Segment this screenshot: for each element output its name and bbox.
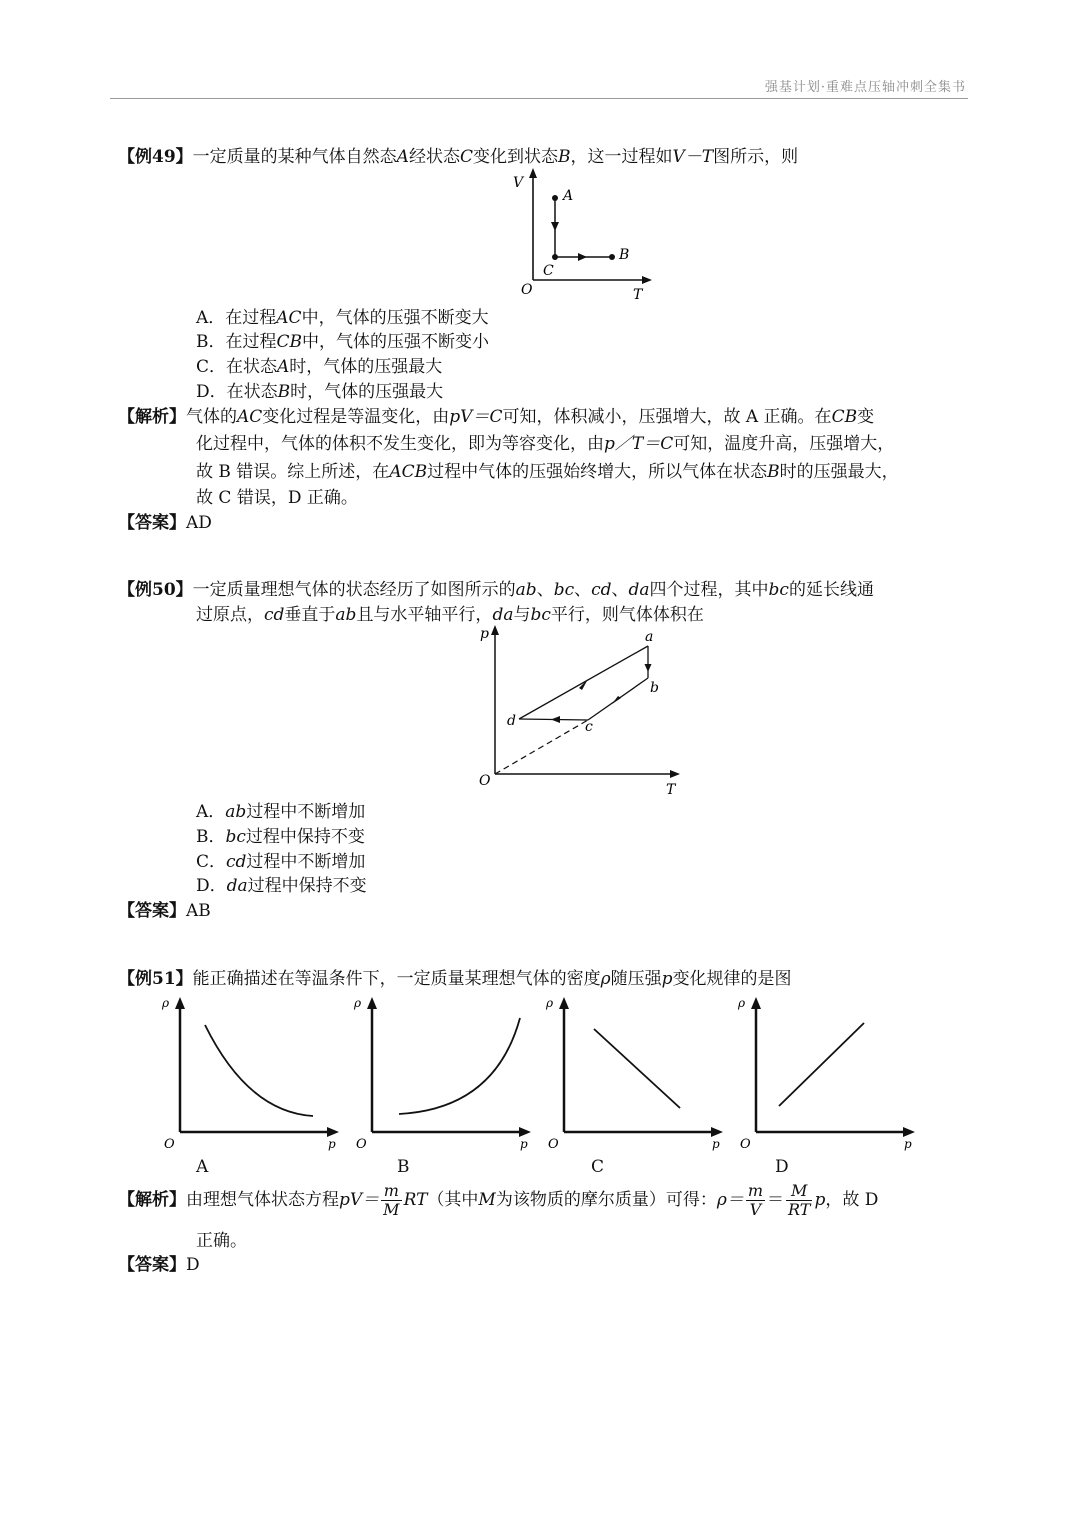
ex51-curve-a — [205, 1025, 313, 1116]
ex49-analysis-line2: 化过程中，气体的体积不发生变化，即为等容变化，由p／T＝C可知，温度升高，压强增大， — [196, 434, 895, 454]
ex50-pt-diagram — [470, 620, 685, 800]
ex50-label-o: O — [479, 773, 491, 789]
ex50-label-t: T — [666, 782, 676, 798]
ex50-label-c: c — [585, 719, 593, 735]
ex51-graph-c — [542, 995, 727, 1155]
ex49-label-t: T — [633, 287, 643, 303]
ex50-cd-arrow — [551, 716, 560, 723]
ex49-label-o: O — [521, 282, 533, 298]
ex51-line-c — [594, 1029, 680, 1108]
frac-m-over-V: $\frac{m}{V}$ — [747, 1181, 763, 1219]
ex49-analysis-line3: 故 B 错误。综上所述，在ACB过程中气体的压强始终增大，所以气体在状态B时的压强最大， — [196, 462, 899, 482]
ex49-tag: 【例49】 — [118, 147, 193, 167]
ex51-c-label-p: p — [712, 1137, 720, 1151]
ex49-option-d: D．在状态B时，气体的压强最大 — [196, 382, 444, 402]
ex51-b-label-rho: ρ — [354, 996, 362, 1010]
ex49-label-b: B — [619, 247, 630, 263]
ex50-ab-arrow — [645, 664, 652, 672]
ex51-a-label-rho: ρ — [162, 996, 170, 1010]
ex51-caption-d: D — [775, 1157, 789, 1177]
ex51-graph-d — [734, 995, 919, 1155]
ex49-point-c — [552, 254, 558, 260]
ex50-bc-arrow — [612, 696, 621, 704]
ex49-label-c: C — [543, 263, 554, 279]
ex49-cb-arrow — [578, 253, 587, 261]
ex51-analysis-line1: 【解析】由理想气体状态方程pV＝ $\frac{m}{M}$ RT（其中M为该物质的摩尔质量）可得：ρ＝ $\frac{m}{V}$ ＝ $\frac{M}{RT}$ p，故 D — [118, 1181, 879, 1219]
ex50-option-a: A．ab过程中不断增加 — [196, 802, 366, 822]
ex50-label-d: d — [507, 713, 516, 729]
ex51-c-label-o: O — [548, 1137, 559, 1152]
ex51-d-label-o: O — [740, 1137, 751, 1152]
ex51-analysis-line2: 正确。 — [196, 1231, 247, 1251]
frac-m-over-M: $\frac{m}{M}$ — [383, 1181, 400, 1219]
ex51-curve-b — [399, 1018, 520, 1114]
page-header — [110, 70, 968, 99]
ex50-label-b: b — [650, 680, 659, 696]
ex51-b-label-o: O — [356, 1137, 367, 1152]
ex49-option-c: C．在状态A时，气体的压强最大 — [196, 357, 443, 377]
ex51-d-label-rho: ρ — [738, 996, 746, 1010]
ex49-point-a — [552, 195, 558, 201]
ex51-graph-b — [350, 995, 535, 1155]
ex49-vt-diagram — [505, 165, 660, 305]
ex49-question: 【例49】一定质量的某种气体自然态A经状态C变化到状态B，这一过程如V－T图所示，则 — [118, 147, 799, 167]
ex51-a-label-o: O — [164, 1137, 175, 1152]
ex49-option-b: B．在过程CB中，气体的压强不断变小 — [196, 332, 489, 352]
ex51-graph-a — [158, 995, 343, 1155]
frac-M-over-RT: $\frac{M}{RT}$ — [788, 1181, 811, 1219]
header-title: 强基计划·重难点压轴冲刺全集书 — [764, 80, 966, 95]
ex49-answer: 【答案】AD — [118, 513, 212, 533]
ex51-answer: 【答案】D — [118, 1255, 200, 1275]
ex51-a-label-p: p — [328, 1137, 336, 1151]
ex50-da-line — [519, 646, 648, 719]
ex51-c-label-rho: ρ — [546, 996, 554, 1010]
ex50-option-c: C．cd过程中不断增加 — [196, 852, 366, 872]
ex49-option-a: A．在过程AC中，气体的压强不断变大 — [196, 308, 489, 328]
ex51-b-label-p: p — [520, 1137, 528, 1151]
ex51-d-label-p: p — [904, 1137, 912, 1151]
ex50-label-a: a — [645, 629, 654, 645]
ex49-point-b — [609, 254, 615, 260]
ex50-label-p: p — [480, 626, 489, 642]
ex49-ac-arrow — [551, 222, 559, 231]
ex49-label-a: A — [563, 188, 574, 204]
ex50-question-line2: 过原点，cd垂直于ab且与水平轴平行，da与bc平行，则气体体积在 — [196, 605, 704, 625]
ex49-analysis-line1: 【解析】气体的AC变化过程是等温变化，由pV＝C可知，体积减小，压强增大，故 A 正确。在CB变 — [118, 407, 875, 427]
ex51-caption-a: A — [196, 1157, 209, 1177]
ex51-caption-c: C — [591, 1157, 605, 1177]
ex51-question: 【例51】能正确描述在等温条件下，一定质量某理想气体的密度ρ随压强p变化规律的是图 — [118, 969, 792, 989]
ex51-line-d — [779, 1023, 864, 1106]
ex51-caption-b: B — [397, 1157, 410, 1177]
ex50-option-d: D．da过程中保持不变 — [196, 876, 367, 896]
ex49-analysis-line4: 故 C 错误，D 正确。 — [196, 488, 358, 508]
ex50-option-b: B．bc过程中保持不变 — [196, 827, 365, 847]
ex50-answer: 【答案】AB — [118, 901, 211, 921]
ex50-question-line1: 【例50】一定质量理想气体的状态经历了如图所示的ab、bc、cd、da四个过程，其中bc的延长线通 — [118, 580, 874, 600]
ex49-label-v: V — [513, 175, 524, 191]
